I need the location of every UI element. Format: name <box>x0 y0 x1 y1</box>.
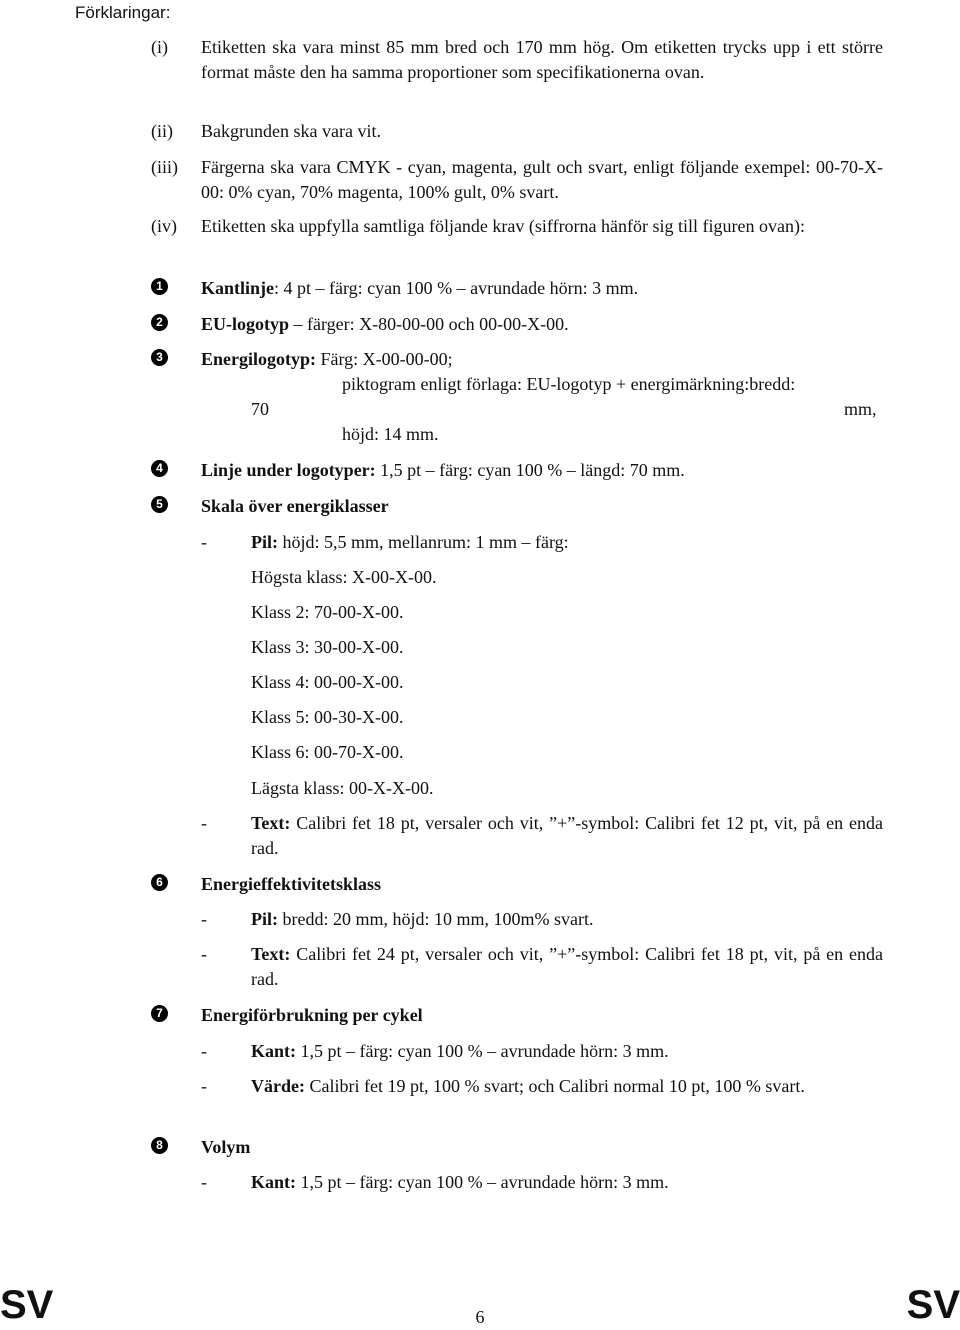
requirement-7-border-label: Kant: <box>251 1041 296 1061</box>
number-badge-5: 5 <box>151 496 168 513</box>
requirement-5-text-value: Calibri fet 18 pt, versaler och vit, ”+”-symbol: Calibri fet 12 pt, vit, på en enda rad. <box>251 813 883 858</box>
item-label-i: (i) <box>151 37 168 57</box>
requirement-8-border-label: Kant: <box>251 1172 296 1192</box>
requirement-7-border-text: 1,5 pt – färg: cyan 100 % – avrundade hörn: 3 mm. <box>296 1041 669 1061</box>
requirement-3-text: Färg: X-00-00-00; <box>316 349 453 369</box>
class-row: Klass 4: 00-00-X-00. <box>251 672 404 692</box>
requirement-5-dash-1: - <box>201 532 207 552</box>
requirement-5-arrow-text: höjd: 5,5 mm, mellanrum: 1 mm – färg: <box>278 532 569 552</box>
requirement-7-value-text: Calibri fet 19 pt, 100 % svart; och Calibri normal 10 pt, 100 % svart. <box>304 1076 805 1096</box>
requirement-7-border <box>251 1039 883 1064</box>
class-row: Klass 2: 70-00-X-00. <box>251 602 404 622</box>
requirement-2-title: EU-logotyp <box>201 314 290 334</box>
requirement-5-arrow <box>251 530 883 555</box>
requirement-1-text: : 4 pt – färg: cyan 100 % – avrundade hörn: 3 mm. <box>274 278 639 298</box>
number-badge-3: 3 <box>151 349 168 366</box>
requirement-7-dash-2: - <box>201 1076 207 1096</box>
number-badge-7: 7 <box>151 1005 168 1022</box>
number-badge-8: 8 <box>151 1137 168 1154</box>
requirement-6-dash-2: - <box>201 944 207 964</box>
requirement-2 <box>201 312 883 337</box>
requirement-6-dash-1: - <box>201 909 207 929</box>
item-text-iv: Etiketten ska uppfylla samtliga följande krav (siffrorna hänför sig till figuren ovan): <box>201 216 805 236</box>
item-text-ii: Bakgrunden ska vara vit. <box>201 121 381 141</box>
number-badge-1: 1 <box>151 278 168 295</box>
requirement-3-line2: piktogram enligt förlaga: EU-logotyp + energimärkning:bredd: <box>342 374 796 394</box>
requirement-6-title-text: Energieffektivitetsklass <box>201 874 381 894</box>
requirement-5-title-text: Skala över energiklasser <box>201 496 389 516</box>
requirement-8-dash-1: - <box>201 1172 207 1192</box>
section-heading: Förklaringar: <box>75 3 171 22</box>
requirement-6-arrow-text: bredd: 20 mm, höjd: 10 mm, 100m% svart. <box>278 909 594 929</box>
number-badge-6: 6 <box>151 874 168 891</box>
requirement-7-value <box>251 1074 883 1099</box>
requirement-6-title <box>201 872 883 897</box>
requirement-3-line4: höjd: 14 mm. <box>342 424 439 444</box>
requirement-3-width-unit: mm, <box>844 399 877 419</box>
requirement-6-arrow <box>251 907 883 932</box>
requirement-5-dash-2: - <box>201 813 207 833</box>
requirement-6-arrow-label: Pil: <box>251 909 278 929</box>
requirement-6-text-label: Text: <box>251 944 291 964</box>
item-text-iii: Färgerna ska vara CMYK - cyan, magenta, gult och svart, enligt följande exempel: 00-70-X-00: 0% cyan, 70% magenta, 100% gult, 0% svart. <box>201 157 883 202</box>
requirement-8-title <box>201 1135 883 1160</box>
requirement-4 <box>201 458 883 483</box>
requirement-8-border <box>251 1170 883 1195</box>
requirement-6-text-spec <box>251 942 883 992</box>
item-text-i: Etiketten ska vara minst 85 mm bred och 170 mm hög. Om etiketten trycks upp i ett större format måste den ha samma proportioner som specifikationerna ovan. <box>201 37 883 82</box>
requirement-7-title-text: Energiförbrukning per cykel <box>201 1005 423 1025</box>
item-label-iv: (iv) <box>151 216 177 236</box>
requirement-1 <box>201 276 883 301</box>
requirement-5-text-label: Text: <box>251 813 291 833</box>
requirement-6-text-value: Calibri fet 24 pt, versaler och vit, ”+”-symbol: Calibri fet 18 pt, vit, på en enda rad. <box>251 944 883 989</box>
requirement-5-title <box>201 494 883 519</box>
requirement-3-title: Energilogotyp: <box>201 349 316 369</box>
page-number: 6 <box>475 1307 485 1327</box>
requirement-2-text: – färger: X-80-00-00 och 00-00-X-00. <box>289 314 569 334</box>
item-label-iii: (iii) <box>151 157 178 177</box>
requirement-8-border-text: 1,5 pt – färg: cyan 100 % – avrundade hörn: 3 mm. <box>296 1172 669 1192</box>
requirement-7-value-label: Värde: <box>251 1076 305 1096</box>
requirement-7-title <box>201 1003 883 1028</box>
footer-language-left: SV <box>0 1283 54 1327</box>
requirement-1-title: Kantlinje <box>201 278 275 298</box>
requirement-4-text: 1,5 pt – färg: cyan 100 % – längd: 70 mm. <box>375 460 685 480</box>
number-badge-4: 4 <box>151 460 168 477</box>
requirement-4-title: Linje under logotyper: <box>201 460 376 480</box>
class-row: Klass 5: 00-30-X-00. <box>251 707 404 727</box>
footer-language-right: SV <box>906 1283 960 1327</box>
requirement-3-width-value: 70 <box>251 399 269 419</box>
requirement-3 <box>201 347 883 372</box>
class-row: Lägsta klass: 00-X-X-00. <box>251 778 434 798</box>
class-row: Högsta klass: X-00-X-00. <box>251 567 437 587</box>
class-row: Klass 3: 30-00-X-00. <box>251 637 404 657</box>
number-badge-2: 2 <box>151 314 168 331</box>
requirement-7-dash-1: - <box>201 1041 207 1061</box>
requirement-8-title-text: Volym <box>201 1137 251 1157</box>
class-row: Klass 6: 00-70-X-00. <box>251 742 404 762</box>
item-label-ii: (ii) <box>151 121 173 141</box>
requirement-5-text-spec <box>251 811 883 861</box>
requirement-5-arrow-label: Pil: <box>251 532 278 552</box>
